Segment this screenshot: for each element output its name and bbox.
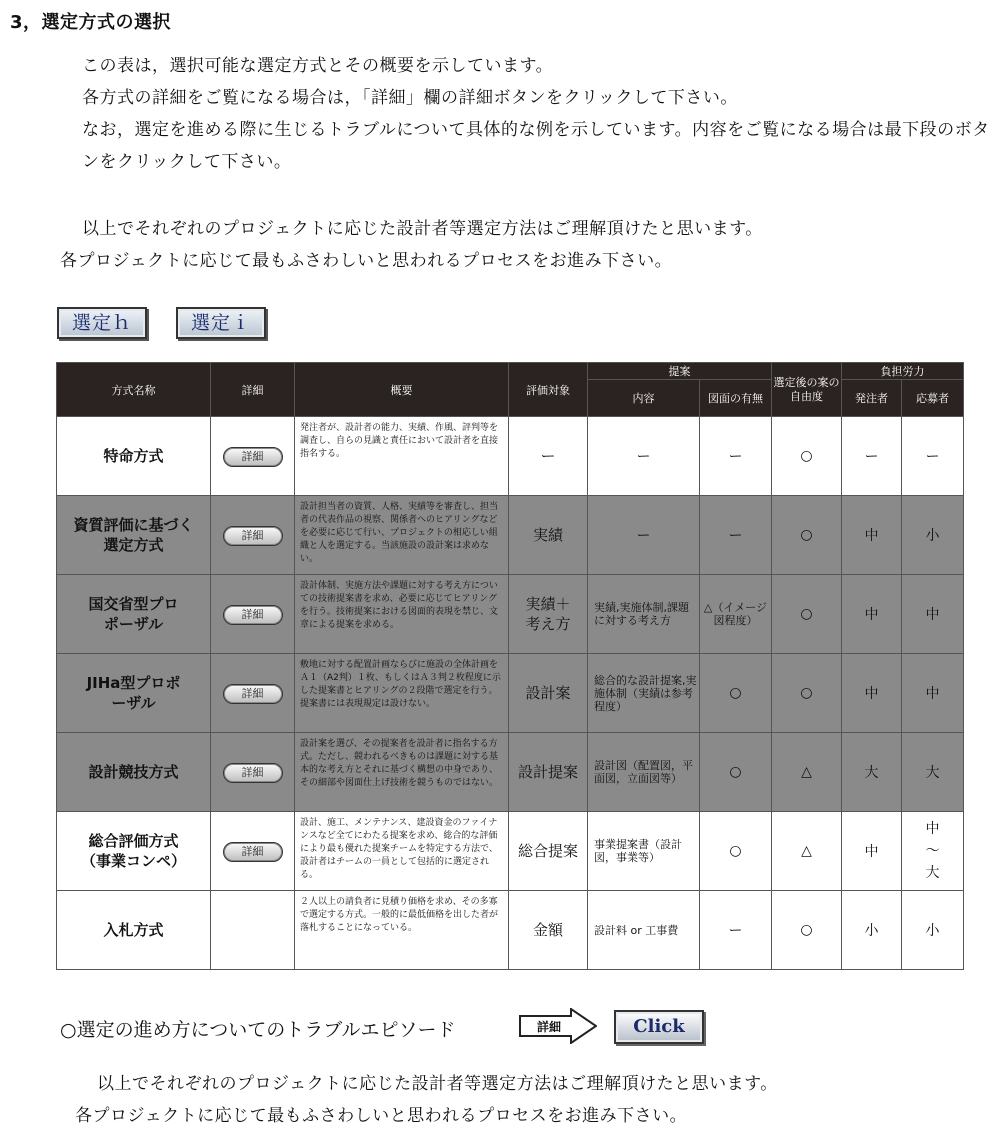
closing2-line-1: 以上でそれぞれのプロジェクトに応じた設計者等選定方法はご理解頂けたと思います。 xyxy=(97,1074,778,1094)
method-summary: 設計体制、実施方法や課題に対する考え方についての技術提案書を求め、必要に応じてヒアリングを行う。技術提案における図面的表現を禁じ、文章による提案を求める。 xyxy=(295,575,509,654)
drawing-presence: ○ xyxy=(700,812,772,891)
drawing-presence: ー xyxy=(700,417,772,496)
table-row xyxy=(57,417,964,496)
method-name: 特命方式 xyxy=(57,417,211,496)
applicant-burden: 中 xyxy=(902,654,964,733)
closing-text-2 xyxy=(75,1068,975,1132)
orderer-burden: 中 xyxy=(842,575,902,654)
method-name: 資質評価に基づく選定方式 xyxy=(57,496,211,575)
intro-line-2: 各方式の詳細をご覧になる場合は，「詳細」欄の詳細ボタンをクリックして下さい。 xyxy=(82,88,738,108)
drawing-presence: △（イメージ図程度） xyxy=(700,575,772,654)
click-button[interactable]: Click xyxy=(614,1010,704,1044)
proposal-content: 設計料 or 工事費 xyxy=(588,891,700,970)
method-summary: 発注者が、設計者の能力、実績、作風、評判等を調査し、自らの見識と責任において設計者を直接指名する。 xyxy=(295,417,509,496)
method-summary: 設計、施工、メンテナンス、建設資金のファイナンスなど全てにわたる提案を求め、総合的な評価により最も優れた提案チームを特定する方法で、設計者はチームの一員として包括的に選定される。 xyxy=(295,812,509,891)
closing2-line-2: 各プロジェクトに応じて最もふさわしいと思われるプロセスをお進み下さい。 xyxy=(75,1106,688,1126)
closing-line-2: 各プロジェクトに応じて最もふさわしいと思われるプロセスをお進み下さい。 xyxy=(60,251,673,271)
proposal-content: 事業提案書（設計図，事業等） xyxy=(588,812,700,891)
method-summary: 敷地に対する配置計画ならびに施設の全体計画をＡ１（A2判）１枚、もしくはＡ３判２枚程度に示した提案書とヒアリングの２段階で選定を行う。提案書には表現規定は設けない。 xyxy=(295,654,509,733)
method-name: 設計競技方式 xyxy=(57,733,211,812)
freedom-level: ○ xyxy=(772,654,842,733)
orderer-burden: 大 xyxy=(842,733,902,812)
proposal-content: ー xyxy=(588,417,700,496)
detail-button[interactable]: 詳細 xyxy=(223,526,283,546)
applicant-burden: ー xyxy=(902,417,964,496)
method-summary: 設計担当者の資質、人格、実績等を審査し、担当者の代表作品の視察、関係者へのヒアリングなどを必要に応じて行い、プロジェクトの相応しい組織と人を選定する。当該施設の設計案は求めない。 xyxy=(295,496,509,575)
detail-button[interactable]: 詳細 xyxy=(223,605,283,625)
eval-target: 金額 xyxy=(509,891,588,970)
table-row xyxy=(57,812,964,891)
detail-button[interactable]: 詳細 xyxy=(223,684,283,704)
method-summary: 設計案を選び、その提案者を設計者に指名する方式。ただし、競われるべきものは課題に対する基本的な考え方とそれに基づく構想の中身であり、その細部や図面仕上げ技術を競うものではない。 xyxy=(295,733,509,812)
drawing-presence: ー xyxy=(700,496,772,575)
applicant-burden: 小 xyxy=(902,891,964,970)
eval-target: 実績 xyxy=(509,496,588,575)
select-i-button[interactable]: 選定ｉ xyxy=(176,307,266,339)
freedom-level: ○ xyxy=(772,891,842,970)
intro-line-1: この表は，選択可能な選定方式とその概要を示しています。 xyxy=(82,56,554,76)
eval-target: 総合提案 xyxy=(509,812,588,891)
header-eval: 評価対象 xyxy=(509,363,588,417)
proposal-content: ー xyxy=(588,496,700,575)
table-row xyxy=(57,733,964,812)
freedom-level: △ xyxy=(772,733,842,812)
table-row xyxy=(57,575,964,654)
trouble-episode-label: ○選定の進め方についてのトラブルエピソード xyxy=(60,1019,456,1041)
header-summary: 概要 xyxy=(295,363,509,417)
freedom-level: ○ xyxy=(772,575,842,654)
header-drawing: 図面の有無 xyxy=(700,380,772,417)
orderer-burden: 中 xyxy=(842,654,902,733)
header-burden: 負担労力 xyxy=(842,363,964,380)
header-freedom: 選定後の案の自由度 xyxy=(772,363,842,417)
header-applicant: 応募者 xyxy=(902,380,964,417)
orderer-burden: 小 xyxy=(842,891,902,970)
eval-target: 実績＋考え方 xyxy=(509,575,588,654)
closing-text xyxy=(60,213,995,277)
table-row xyxy=(57,654,964,733)
method-name: JIHa型プロポーザル xyxy=(57,654,211,733)
table-row xyxy=(57,891,964,970)
freedom-level: ○ xyxy=(772,496,842,575)
closing-line-1: 以上でそれぞれのプロジェクトに応じた設計者等選定方法はご理解頂けたと思います。 xyxy=(82,219,763,239)
applicant-burden: 小 xyxy=(902,496,964,575)
proposal-content: 実績,実施体制,課題に対する考え方 xyxy=(588,575,700,654)
orderer-burden: ー xyxy=(842,417,902,496)
method-name: 総合評価方式（事業コンペ） xyxy=(57,812,211,891)
header-orderer: 発注者 xyxy=(842,380,902,417)
orderer-burden: 中 xyxy=(842,812,902,891)
method-name: 入札方式 xyxy=(57,891,211,970)
header-method: 方式名称 xyxy=(57,363,211,417)
eval-target: 設計案 xyxy=(509,654,588,733)
eval-target: ー xyxy=(509,417,588,496)
page-title: 3，選定方式の選択 xyxy=(10,12,172,33)
method-summary: ２人以上の請負者に見積り価格を求め、その多寡で選定する方式。一般的に最低価格を出した者が落札することになっている。 xyxy=(295,891,509,970)
drawing-presence: ○ xyxy=(700,654,772,733)
applicant-burden: 大 xyxy=(902,733,964,812)
select-h-button[interactable]: 選定ｈ xyxy=(57,307,147,339)
freedom-level: ○ xyxy=(772,417,842,496)
header-proposal: 提案 xyxy=(588,363,772,380)
header-content: 内容 xyxy=(588,380,700,417)
intro-text xyxy=(60,50,995,178)
detail-button[interactable]: 詳細 xyxy=(223,447,283,467)
freedom-level: △ xyxy=(772,812,842,891)
detail-empty-cell xyxy=(211,891,295,970)
header-detail: 詳細 xyxy=(211,363,295,417)
drawing-presence: ー xyxy=(700,891,772,970)
intro-line-3: なお，選定を進める際に生じるトラブルについて具体的な例を示しています。内容をご覧になる場合は最下段のボタンをクリックして下さい。 xyxy=(82,120,990,172)
proposal-content: 総合的な設計提案,実施体制（実績は参考程度） xyxy=(588,654,700,733)
drawing-presence: ○ xyxy=(700,733,772,812)
orderer-burden: 中 xyxy=(842,496,902,575)
table-row xyxy=(57,496,964,575)
eval-target: 設計提案 xyxy=(509,733,588,812)
applicant-burden: 中 xyxy=(902,575,964,654)
detail-button[interactable]: 詳細 xyxy=(223,842,283,862)
selection-method-table xyxy=(56,362,964,970)
arrow-right-icon xyxy=(519,1008,597,1044)
arrow-label: 詳細 xyxy=(536,1020,562,1034)
proposal-content: 設計図（配置図，平面図，立面図等） xyxy=(588,733,700,812)
method-name: 国交省型プロポーザル xyxy=(57,575,211,654)
applicant-burden: 中～大 xyxy=(902,812,964,891)
detail-button[interactable]: 詳細 xyxy=(223,763,283,783)
